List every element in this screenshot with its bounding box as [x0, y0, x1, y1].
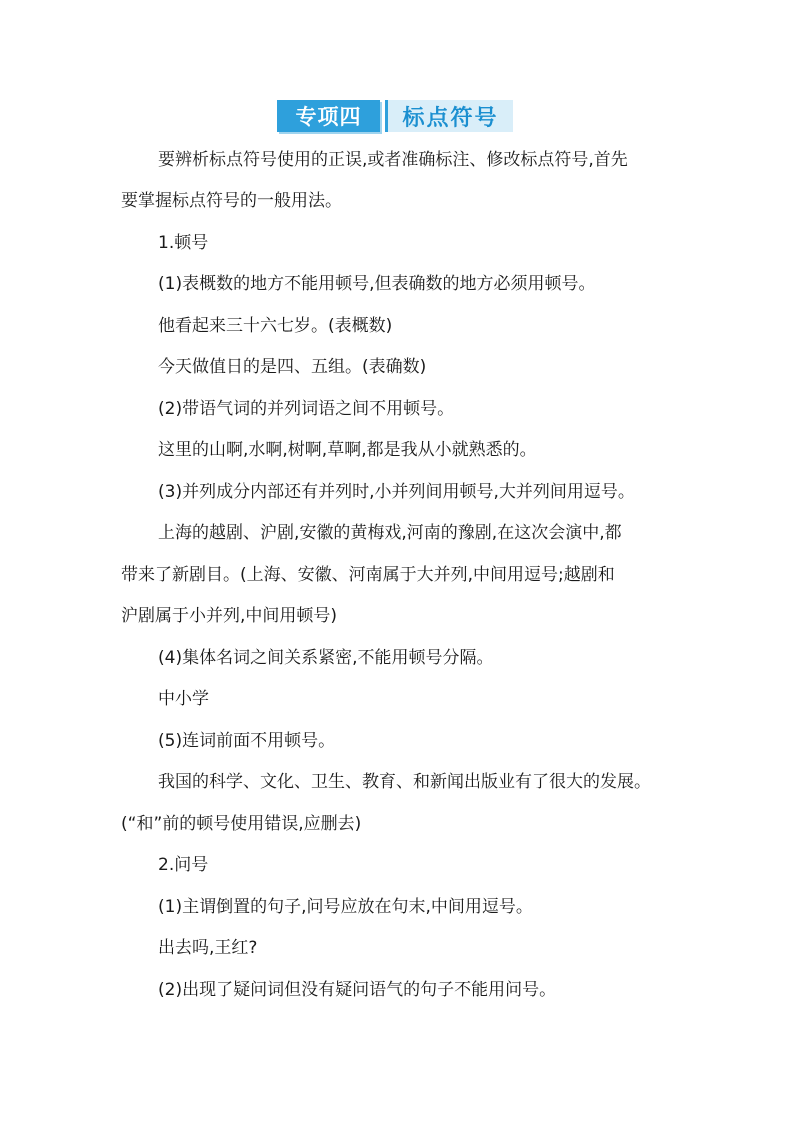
rule-line: (2)带语气词的并列词语之间不用顿号。 — [158, 399, 455, 419]
example-line: 我国的科学、文化、卫生、教育、和新闻出版业有了很大的发展。 — [158, 772, 651, 792]
example-line: 中小学 — [158, 689, 209, 709]
rule-line: (3)并列成分内部还有并列时,小并列间用顿号,大并列间用逗号。 — [158, 482, 635, 502]
paragraph-line: 要辨析标点符号使用的正误,或者准确标注、修改标点符号,首先 — [158, 150, 628, 170]
section-name: 标点符号 — [385, 100, 513, 132]
example-line: 上海的越剧、沪剧,安徽的黄梅戏,河南的豫剧,在这次会演中,都 — [158, 523, 622, 543]
section-title — [277, 100, 513, 132]
example-line: 带来了新剧目。(上海、安徽、河南属于大并列,中间用逗号;越剧和 — [121, 565, 615, 585]
example-line: 这里的山啊,水啊,树啊,草啊,都是我从小就熟悉的。 — [158, 440, 537, 460]
heading-wenhao: 2.问号 — [158, 855, 209, 875]
heading-dunhao: 1.顿号 — [158, 233, 209, 253]
example-line: 沪剧属于小并列,中间用顿号) — [121, 606, 338, 626]
rule-line: (5)连词前面不用顿号。 — [158, 731, 336, 751]
example-line: 他看起来三十六七岁。(表概数) — [158, 316, 393, 336]
example-line: (“和”前的顿号使用错误,应删去) — [121, 814, 362, 834]
paragraph-line: 要掌握标点符号的一般用法。 — [121, 191, 342, 211]
example-line: 今天做值日的是四、五组。(表确数) — [158, 357, 427, 377]
section-badge: 专项四 — [277, 100, 380, 132]
rule-line: (4)集体名词之间关系紧密,不能用顿号分隔。 — [158, 648, 494, 668]
rule-line: (1)主谓倒置的句子,问号应放在句末,中间用逗号。 — [158, 897, 533, 917]
example-line: 出去吗,王红? — [158, 938, 258, 958]
rule-line: (2)出现了疑问词但没有疑问语气的句子不能用问号。 — [158, 980, 557, 1000]
rule-line: (1)表概数的地方不能用顿号,但表确数的地方必须用顿号。 — [158, 274, 596, 294]
